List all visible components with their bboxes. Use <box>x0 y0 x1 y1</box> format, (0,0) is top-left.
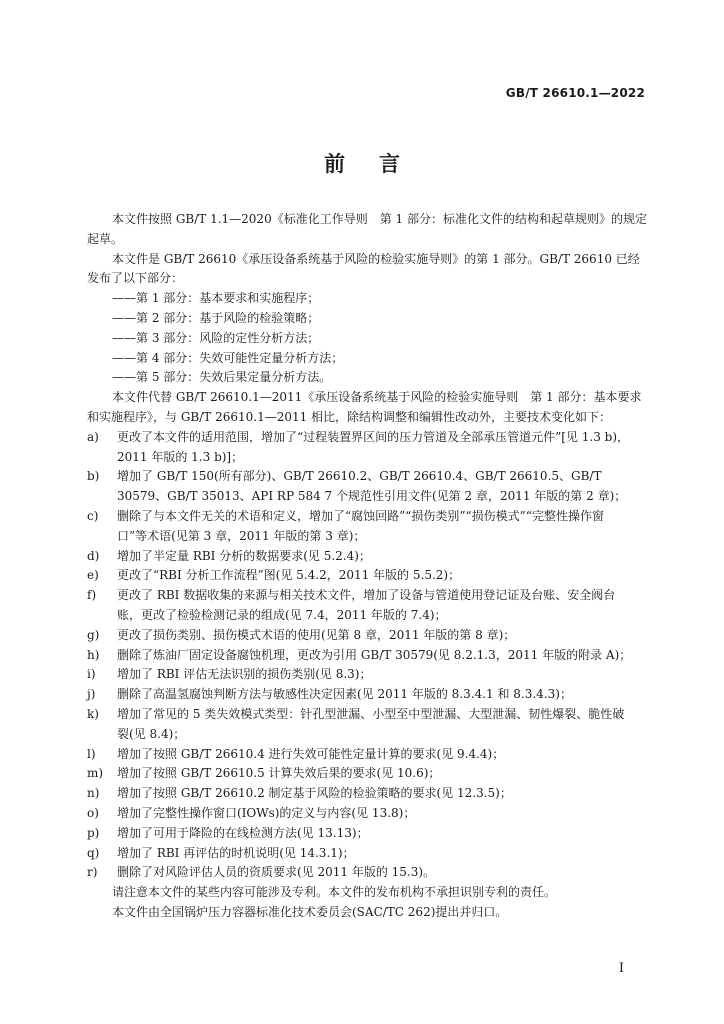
list-item: ——第 4 部分：失效可能性定量分析方法； <box>112 350 344 365</box>
list-text: 增加了按照 GB/T 26610.2 制定基于风险的检验策略的要求(见 12.3.5)； <box>117 786 512 801</box>
list-text: 增加了常见的 5 类失效模式类型：针孔型泄漏、小型至中型泄漏、大型泄漏、韧性爆裂、脆性破裂(见 8.4)； <box>117 706 625 741</box>
list-text: 更改了 RBI 数据收集的来源与相关技术文件，增加了设备与管道使用登记证及台账、安全阀台账，更改了检验检测记录的组成(见 7.4，2011 年版的 7.4)； <box>117 588 616 622</box>
list-item <box>87 566 632 586</box>
list-text: 增加了 GB/T 150(所有部分)、GB/T 26610.2、GB/T 26610.4、GB/T 26610.5、GB/T 30579、GB/T 35013、API RP 584 7 个规范性引用文件(见第 2 章，2011 年版的第 2 章)； <box>117 469 627 504</box>
list-text: 删除了高温氢腐蚀判断方法与敏感性决定因素(见 2011 年版的 8.3.4.1 和 8.3.4.3)； <box>117 687 572 702</box>
foreword-body <box>87 210 652 923</box>
list-marker: g) <box>87 627 100 642</box>
intro-p1-line2: 起草。 <box>87 231 124 246</box>
committee-notice: 本文件由全国锅炉压力容器标准化技术委员会(SAC/TC 262)提出并归口。 <box>112 904 508 919</box>
list-text: 增加了半定量 RBI 分析的数据要求(见 5.2.4)； <box>117 548 371 563</box>
list-marker: n) <box>87 786 100 801</box>
list-item <box>87 685 632 705</box>
list-marker: k) <box>87 706 99 721</box>
list-item <box>87 547 632 567</box>
list-text: 更改了损伤类别、损伤模式术语的使用(见第 8 章，2011 年版的第 8 章)； <box>117 627 516 642</box>
list-text: 增加了按照 GB/T 26610.4 进行失效可能性定量计算的要求(见 9.4.4)； <box>117 746 505 761</box>
list-text: 删除了与本文件无关的术语和定义，增加了“腐蚀回路”“损伤类别”“损伤模式”“完整性操作窗口”等术语(见第 3 章，2011 年版的第 3 章)； <box>117 508 604 543</box>
list-marker: f) <box>87 588 97 603</box>
list-marker: i) <box>87 667 96 682</box>
list-item <box>87 804 632 824</box>
list-item: ——第 3 部分：风险的定性分析方法； <box>112 330 320 345</box>
list-item <box>87 844 632 864</box>
replace-line1: 本文件代替 GB/T 26610.1—2011《承压设备系统基于风险的检验实施导则 第 1 部分：基本要求 <box>112 390 642 405</box>
list-item <box>87 863 632 883</box>
list-item: ——第 1 部分：基本要求和实施程序； <box>112 291 320 306</box>
list-marker: c) <box>87 508 99 523</box>
list-item <box>87 586 632 626</box>
list-text: 更改了“RBI 分析工作流程”图(见 5.4.2，2011 年版的 5.5.2)； <box>117 568 461 583</box>
list-text: 增加了 RBI 再评估的时机说明(见 14.3.1)； <box>117 845 355 860</box>
list-item <box>87 467 632 507</box>
page-title: 前言 <box>324 152 434 176</box>
intro-paragraph-2 <box>87 250 652 290</box>
list-text: 删除了炼油厂固定设备腐蚀机理，更改为引用 GB/T 30579(见 8.2.1.3，2011 年版的附录 A)； <box>117 647 632 662</box>
page-number: I <box>618 961 624 976</box>
list-marker: e) <box>87 568 99 583</box>
list-item <box>87 764 632 784</box>
parts-list <box>112 289 652 388</box>
list-marker: q) <box>87 845 100 860</box>
list-text: 增加了按照 GB/T 26610.5 计算失效后果的要求(见 10.6)； <box>117 766 441 781</box>
list-marker: o) <box>87 805 99 820</box>
replace-paragraph <box>87 388 652 428</box>
list-marker: l) <box>87 746 96 761</box>
list-marker: a) <box>87 429 99 444</box>
list-marker: r) <box>87 865 98 880</box>
list-item <box>87 428 632 468</box>
intro-p2-line1: 本文件是 GB/T 26610《承压设备系统基于风险的检验实施导则》的第 1 部分。GB/T 26610 已经 <box>112 251 640 266</box>
list-item <box>87 745 632 765</box>
intro-p1-line1: 本文件按照 GB/T 1.1—2020《标准化工作导则 第 1 部分：标准化文件的结构和起草规则》的规定 <box>112 212 647 226</box>
list-marker: m) <box>87 766 104 781</box>
list-item <box>87 646 632 666</box>
patent-notice: 请注意本文件的某些内容可能涉及专利。本文件的发布机构不承担识别专利的责任。 <box>112 885 557 900</box>
list-item: ——第 5 部分：失效后果定量分析方法。 <box>112 370 332 385</box>
list-text: 删除了对风险评估人员的资质要求(见 2011 年版的 15.3)。 <box>117 865 436 880</box>
list-item <box>87 784 632 804</box>
list-item: ——第 2 部分：基于风险的检验策略； <box>112 310 320 325</box>
list-marker: p) <box>87 825 100 840</box>
list-item <box>87 507 632 547</box>
list-text: 增加了可用于降险的在线检测方法(见 13.13)； <box>117 825 369 840</box>
list-marker: d) <box>87 548 100 563</box>
replace-line2: 和实施程序》，与 GB/T 26610.1—2011 相比，除结构调整和编辑性改动外，主要技术变化如下： <box>87 409 612 424</box>
list-item <box>87 824 632 844</box>
list-text: 增加了 RBI 评估无法识别的损伤类别(见 8.3)； <box>117 667 372 682</box>
list-marker: h) <box>87 647 100 662</box>
changes-list <box>87 428 632 883</box>
list-marker: b) <box>87 469 100 484</box>
list-item <box>87 665 632 685</box>
list-text: 增加了完整性操作窗口(IOWs)的定义与内容(见 13.8)； <box>117 805 416 820</box>
list-item <box>87 705 632 745</box>
list-marker: j) <box>87 687 96 702</box>
standard-code: GB/T 26610.1—2022 <box>505 86 645 100</box>
intro-p2-line2: 发布了以下部分： <box>87 271 184 286</box>
intro-paragraph-1 <box>87 210 652 250</box>
list-text: 更改了本文件的适用范围，增加了“过程装置界区间的压力管道及全部承压管道元件”[见 1.3 b)，2011 年版的 1.3 b)]； <box>117 429 630 464</box>
list-item <box>87 626 632 646</box>
